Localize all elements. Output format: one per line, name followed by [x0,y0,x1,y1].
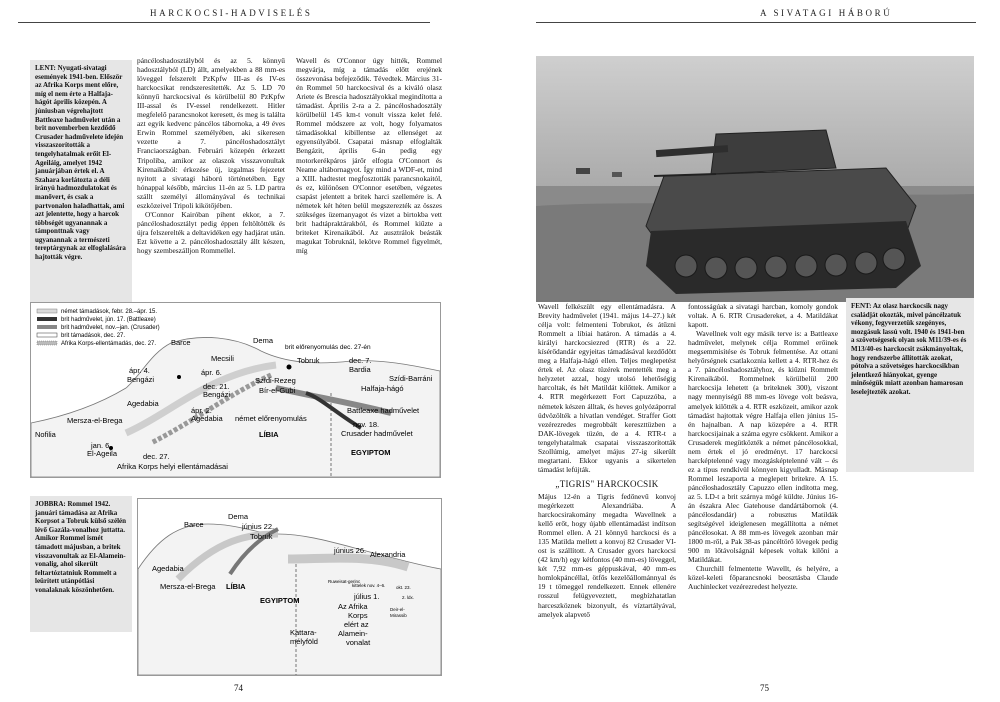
svg-text:Tobruk: Tobruk [297,356,320,365]
svg-text:Mersza-el-Brega: Mersza-el-Brega [67,416,123,425]
svg-text:mélyföld: mélyföld [290,637,318,646]
left-running-head: HARCKOCSI-HADVISELÉS [150,8,313,18]
left-sidebar-caption-top: LENT: Nyugati-sivatagi események 1941-ben. Először az Afrika Korps ment előre, míg el nem érte a Halfaja-hágót április közepén. A júniusban végrehajtott Battleaxe hadművelet után a brit novemberben kezdődő Crusader hadművelete idején visszaszorították a tengelyhatalmak erőit El-Ageiláig, amelyet 1942 januárjában értek el. A Szahara korlátozta a déli irányú hadmozdulatokat és manővert, és csak a partvonalon haladhattak, ami azt jelentette, hogy a harcok többségét ugyanannak a támponttnak vagy ugyanannak a természeti tereptárgynak az elfoglalására hajtották végre. [30,60,132,312]
svg-text:Korps: Korps [348,611,368,620]
svg-text:jan. 6.: jan. 6. [91,441,112,450]
svg-text:Mersza-el-Brega: Mersza-el-Brega [160,582,216,591]
campaign-map-1942 [137,498,442,676]
left-col1-para-2: O'Connor Kairóban pihent ekkor, a 7. páncéloshadosztályt pedig éppen feltöltötték és újra felszerelték a deltavidéken egy hadjárat után. Ezt követte a 2. páncéloshadosztály állt készen, hogy szembeszálljon Rommellel. [137,209,285,255]
svg-text:Agedabia: Agedabia [127,399,159,408]
svg-text:ápr. 4.: ápr. 4. [129,366,150,375]
right-col2-para-1: fontosságúak a sivatagi harcban, komoly gondok voltak. A 6. RTR Crusadereket, a 4. Matildákat kapott. [688,302,838,330]
svg-text:Nofilia: Nofilia [35,430,56,439]
svg-text:dec. 7.: dec. 7. [349,356,372,365]
svg-text:Szídi-Barráni: Szídi-Barráni [389,374,433,383]
svg-text:Halfaja-hágó: Halfaja-hágó [361,384,404,393]
svg-text:okt. 23.: okt. 23. [396,585,411,590]
svg-text:Dema: Dema [253,336,274,345]
right-sidebar-caption: FENT: Az olasz harckocsik nagy családját okozták, mivel páncélzatuk vékony, fegyverzetük szegényes, mozgásuk lassú volt. 1940 és 1941-ben a szövetségesek olyan sok M11/39-es és M13/40-es harckocsit zsákmányoltak, hogy rendszerbe állították azokat, pótolva a szövetséges harckocsikban jelentkező hiányokat, gyenge minőségük miatt azonban hamarosan leselejtezték azokat. [846,298,974,472]
svg-text:Agedabia: Agedabia [152,564,184,573]
svg-text:LÍBIA: LÍBIA [226,582,246,591]
svg-text:június 22.: június 22. [242,522,275,531]
svg-text:Dema: Dema [228,512,249,521]
right-column-1 [538,302,676,619]
svg-text:Kattara-: Kattara- [290,628,317,637]
svg-text:Alamein-: Alamein- [338,629,368,638]
svg-text:LÍBIA: LÍBIA [259,430,279,439]
tank-photo-svg [536,56,974,302]
svg-text:Bír-el-Gubi: Bír-el-Gubi [259,386,296,395]
svg-text:német előrenyomulás: német előrenyomulás [235,414,307,423]
svg-text:elért az: elért az [344,620,369,629]
right-col1b-para-1: Május 12-én a Tigris fedőnevű konvoj megérkezett Alexandriába. A harckocsirakomány megadta Wavellnek a kellő erőt, hogy újabb ellentámadást indítson Rommel ellen. A 21 könnyű harckocsi és a 135 Matilda mellett a konvoj 82 Crusader VI-ost is szállított. A Crusader gyors harckocsi (42 km/h) egy kétfontos (40 mm-es) löveggel, két 7,92 mm-es géppuskával, 40 mm-es homlokpáncéllal, ötfős kezelőállománnyal és 19 t tömeggel rendelkezett. Ennek ellenére rosszul felügyeveztett, megbízhatatlan harceszköznek bizonyult, és víztartályával, amelyek alapvető [538,491,676,619]
italian-tank-photo [536,56,974,302]
svg-text:nov. 18.: nov. 18. [353,420,380,429]
svg-text:El-Ageila: El-Ageila [87,449,118,458]
legend-4: brit támadások, dec. 27. [61,333,126,339]
svg-text:Bengázi: Bengázi [203,390,231,399]
left-col1-para-1: páncéloshadosztályból és az 5. könnyű hadosztályból (LD) állt, amelyekben a 88 mm-es löveggel felszerelt PzKpfw III-as és IV-es harckocsikat rendszeresítették. Az 5. LD 70 könnyű harckocsival és körülbelül 80 PzKpfw III-assal és IV-essel rendelkezett. Hitler megfelelő parancsnokot keresett, és meg is találta azt egyik kedvenc páncélos tábornoka, a 49 éves Erwin Rommel személyében, aki sikeresen vezette a 7. páncéloshadosztályt Franciaországban. Februári közepén érkezett Tripoliba, amikor az olaszok visszavonultak Kirenaikából: érkezése új, izgalmas fejezetet nyitott a sivatagi háború történetében. Egy hónappal később, március 11-én az 5. LD partra szállt személyi állományával és technikai eszközeivel Tripoli kikötőjében. [137,56,285,210]
svg-text:Tobruk: Tobruk [250,532,273,541]
right-col1-para-1: Wavell felkészült egy ellentámadásra. A Brevity hadművelet (1941. május 14–27.) két célja volt: felmenteni Tobrukot, és átűzni Rommelt a líbiai határon. A támadás a 4. királyi harckocsiezred (RTR) és a 22. kísérődandár egyjeitas támadásával kezdődött meg a Halfaja-hágó ellen. Teljes meglepetést értek el. Az olasz tüzérek mentették meg a helyzetet azzal, hogy utolsó lehetőségig harcoltak, és hét Matildát kilőttek. Amikor a 4. RTR megérkezett Fort Capuzzóba, a németek készen álltak, és heves golyózáporral üdvözölték a hívatlan vendéget. Straffer Gott vezérezredes megrobbált kereszttüzben a DAK-lövegek tüzén, de a 4. RTR-t a tengelyhatalmak csapatai visszaszorították Szollúmig, amelyet május 27-ig sikerült megtartani. Ekkor ugyanis a sikertelen támadást lefújták. [538,302,676,474]
tobruk-marker [287,365,292,370]
legend-1: német támadások, febr. 28.–ápr. 15. [61,309,158,315]
bengazi-marker [177,375,181,379]
left-column-2 [296,56,442,255]
svg-text:Battleaxe hadművelet: Battleaxe hadművelet [347,406,420,415]
svg-text:Barce: Barce [171,338,191,347]
left-head-rule [18,22,430,23]
svg-text:dec. 21.: dec. 21. [203,382,230,391]
svg-text:vonalat: vonalat [346,638,371,647]
svg-text:Alexandria: Alexandria [370,550,406,559]
svg-text:Az Afrika: Az Afrika [338,602,368,611]
svg-text:Ruweisat-gerinc: Ruweisat-gerinc [328,579,361,584]
svg-text:Barce: Barce [184,520,204,529]
svg-text:Crusader hadművelet: Crusader hadművelet [341,429,413,438]
svg-text:2. ldx.: 2. ldx. [402,595,415,600]
left-col2-para-1: Wavell és O'Connor úgy hitték, Rommel megvárja, míg a támadás előtt erejének összevonása befejeződik. Tévedtek. Március 31-én Rommel 50 harckocsival és a kiváló olasz Ariete és Brescia hadosztályokkal megindította a támadást. Április 2-ra a 2. páncéloshadosztály körülbelül 145 km-t vonult vissza kelet felé. Rommel módszere az volt, hogy folyamatos támadásokkal kibillentse az ellenséget az egyensúlyából. Csapatai másnap elfoglalták Bengázit, április 6-án pedig egy motorkerékpáros járőr elfogta O'Connort és Neame altábornagyot. Így mind a WDF-et, mind a XIII. hadtestet megfosztották parancsnokaitól, és ez, különösen O'Connor esetében, végzetes csapást jelentett a britek harci szellemére is. A németek két héten belül megszerezték az összes szükséges üzemanyagot és vizet a birtokba vett brit hadtápraktárakból, és Rommel kiűzte a briteket Kirenaikából. Az ausztrálok beásták magukat Tobruknál, lekötve Rommel figyelmét, míg [296,56,442,255]
svg-text:Mirassib: Mirassib [390,613,407,618]
campaign-map-1941 [30,302,441,478]
svg-text:kittelek nov. 4–6.: kittelek nov. 4–6. [352,583,386,588]
svg-text:EGYIPTOM: EGYIPTOM [260,596,300,605]
right-col2-para-3: Churchill felmentette Wavellt, és helyére, a közel-keleti főparancsnoki beosztásba Claude Auchinlecket vezérezredest helyezte. [688,564,838,592]
svg-text:június 26.: június 26. [334,546,367,555]
svg-text:Agedabia: Agedabia [191,414,223,423]
svg-text:dec. 27.: dec. 27. [143,452,170,461]
right-column-2 [688,302,838,592]
left-column-1 [137,56,285,255]
right-head-rule [536,22,976,23]
campaign-map-1942-svg [138,499,441,675]
right-col2-para-2: Wavellnek volt egy másik terve is: a Battleaxe hadművelet, melynek célja Rommel erőinek megsemmisítése és Tobruk felmentése. Az ottani helyőrségnek csatlakoznia kellett a 4. RTR-hez és a 7. páncéloshadosztályhoz, és kiűzni Rommelt Kirenaikából. Rommelnek körülbelül 200 harckocsija lehetett (a briteknek 300), viszont nagy mennyiségű 88 mm-es lövege volt beásva, amelyek kilőtték a 4. RTR eszközeit, amikor azok támadást hajtottak végre Halfaja ellen június 15-én hajnalban. A nap közepére a 4. RTR harckocsijainak a száma egyre csökkent. Amikor a Crusaderek megütközték a német páncélosokkal, nem értek el jó eredményt. 17 harckocsi harcképtelenné vagy mozgásképtelenné vált – és ez a típus rendkívül könnyen kigyulladt. Másnap Rommel leszaporta a meglepett britekre. A 15. páncéloshadosztály Capuzzo ellen indította meg, az 5. LD-t a brit szárnya mögé küldte. Június 16-án északra Alec Gatehouse dandártábornok (4. páncélosdandár) a robusztus Matildák segítségével ideiglenesen megállította a német páncélosokat. A 88 mm-es lövegek azonban már 1800 m-ről, a Pak 38-as páncéltörő lövegek pedig 900 m lőtávolságnál képesek voltak kilőni a Matildákat. [688,329,838,565]
svg-text:Bardia: Bardia [349,365,371,374]
legend-3: brit hadművelet, nov.–jan. (Crusader) [61,325,160,331]
left-page-number: 74 [234,683,243,693]
tigris-subhead: „TIGRIS" HARCKOCSIK [555,478,659,489]
svg-text:Mecsili: Mecsili [211,354,234,363]
svg-text:brit előrenyomulás dec. 27-én: brit előrenyomulás dec. 27-én [285,344,371,351]
svg-text:Szídi-Rezeg: Szídi-Rezeg [255,376,296,385]
campaign-map-1941-svg [31,303,440,477]
svg-text:EGYIPTOM: EGYIPTOM [351,448,391,457]
legend-2: brit hadművelet, jún. 17. (Battleaxe) [61,317,156,323]
svg-text:Afrika Korps helyi ellentámadá: Afrika Korps helyi ellentámadásai [117,462,228,471]
right-running-head: A SIVATAGI HÁBORÚ [760,8,893,18]
map1-legend [37,309,160,347]
legend-5: Afrika Korps-ellentámadás, dec. 27. [61,341,157,347]
svg-text:Bengázi: Bengázi [127,375,155,384]
svg-text:ápr. 6.: ápr. 6. [201,368,222,377]
left-sidebar-caption-bottom: JOBBRA: Rommel 1942. januári támadása az Afrika Korpsot a Tobruk külső szélén lévő Gazála-vonalhoz juttatta. Amikor Rommel ismét támadott májusban, a britek visszavonultak az El-Alamein-vonalig, ahol sikerült feltartóztatniuk Rommelt a leürített utánpótlási vonalaknak köszönhetően. [30,496,132,632]
svg-text:július 1.: július 1. [354,592,380,601]
right-page-number: 75 [760,683,769,693]
svg-text:Deir-el-: Deir-el- [390,607,405,612]
svg-text:ápr. 2.: ápr. 2. [191,406,212,415]
